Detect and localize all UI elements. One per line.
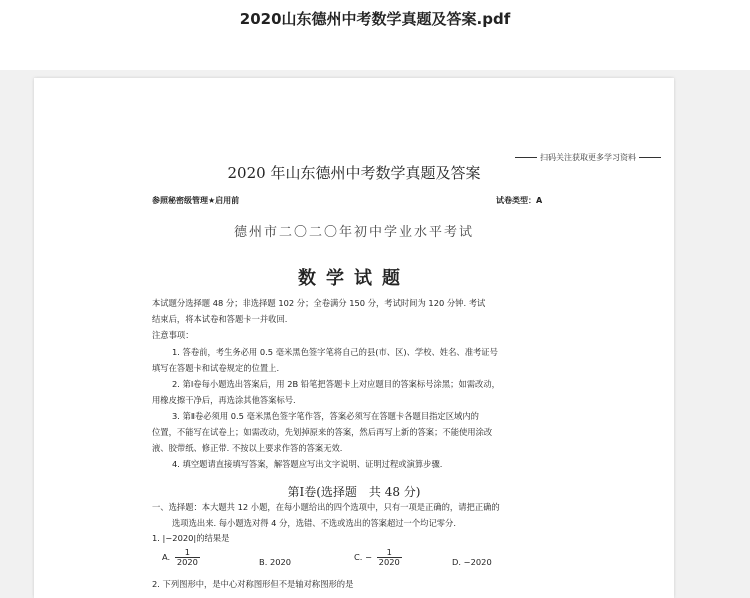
notice-line: 用橡皮擦干净后，再选涂其他答案标号. bbox=[152, 395, 296, 405]
paper-type: 试卷类型：A bbox=[496, 196, 543, 205]
security-label: 参照秘密级管理★启用前 bbox=[152, 196, 240, 205]
intro-line-1: 本试题分选择题 48 分；非选择题 102 分；全卷满分 150 分，考试时间为 120 分钟. 考试 bbox=[152, 298, 486, 308]
fraction: $\frac{1}{2020}$ bbox=[176, 547, 198, 567]
notice-line: 3. 第Ⅱ卷必须用 0.5 毫米黑色签字笔作答，答案必须写在答题卡各题目指定区域内的 bbox=[172, 411, 479, 421]
dash-left-icon bbox=[515, 157, 537, 158]
notice-line: 位置，不能写在试卷上；如需改动，先划掉原来的答案，然后再写上新的答案；不能使用涂改 bbox=[152, 427, 493, 437]
exam-header: 德州市二〇二〇年初中学业水平考试 bbox=[233, 225, 474, 240]
q1-option-c[interactable]: C. − $\frac{1}{2020}$ bbox=[354, 547, 400, 567]
intro-line-2: 结束后，将本试卷和答题卡一并收回. bbox=[152, 314, 288, 324]
q1-option-d[interactable]: D. −2020 bbox=[452, 557, 492, 567]
notice-line: 填写在答题卡和试卷规定的位置上. bbox=[152, 363, 280, 373]
notice-line: 2. 第Ⅰ卷每小题选出答案后，用 2B 铅笔把答题卡上对应题目的答案标号涂黑；如需改动， bbox=[172, 379, 500, 389]
notice-line: 4. 填空题请直接填写答案，解答题应写出文字说明、证明过程或演算步骤. bbox=[172, 459, 443, 469]
main-title: 2020 年山东德州中考数学真题及答案 bbox=[227, 164, 481, 182]
section-title: 第Ⅰ卷(选择题 共 48 分) bbox=[287, 485, 421, 499]
subject-title: 数学试题 bbox=[298, 268, 410, 289]
q1-option-a[interactable]: A. $\frac{1}{2020}$ bbox=[162, 547, 198, 567]
file-title: 2020山东德州中考数学真题及答案.pdf bbox=[239, 10, 511, 28]
viewer-toolbar bbox=[0, 0, 750, 70]
dash-right-icon bbox=[639, 157, 661, 158]
notice-line: 液、胶带纸、修正带. 不按以上要求作答的答案无效. bbox=[152, 443, 343, 453]
notice-line: 1. 答卷前，考生务必用 0.5 毫米黑色签字笔将自己的县(市、区)、学校、姓名、准考证号 bbox=[172, 347, 498, 357]
pdf-page[interactable] bbox=[34, 78, 674, 598]
mc-intro-line: 选项选出来. 每小题选对得 4 分，选错、不选或选出的答案超过一个均记零分. bbox=[172, 518, 456, 528]
fraction: $\frac{1}{2020}$ bbox=[378, 547, 400, 567]
q1-option-b[interactable]: B. 2020 bbox=[259, 557, 292, 567]
mc-intro-line: 一、选择题：本大题共 12 小题，在每小题给出的四个选项中，只有一项是正确的，请把正确的 bbox=[152, 502, 500, 512]
question-1-stem: 1. |−2020|的结果是 bbox=[152, 533, 230, 543]
notice-heading: 注意事项： bbox=[152, 330, 194, 340]
question-2-stem: 2. 下列图形中，是中心对称图形但不是轴对称图形的是 bbox=[152, 579, 354, 589]
scan-note: 扫码关注获取更多学习资料 bbox=[512, 152, 664, 163]
